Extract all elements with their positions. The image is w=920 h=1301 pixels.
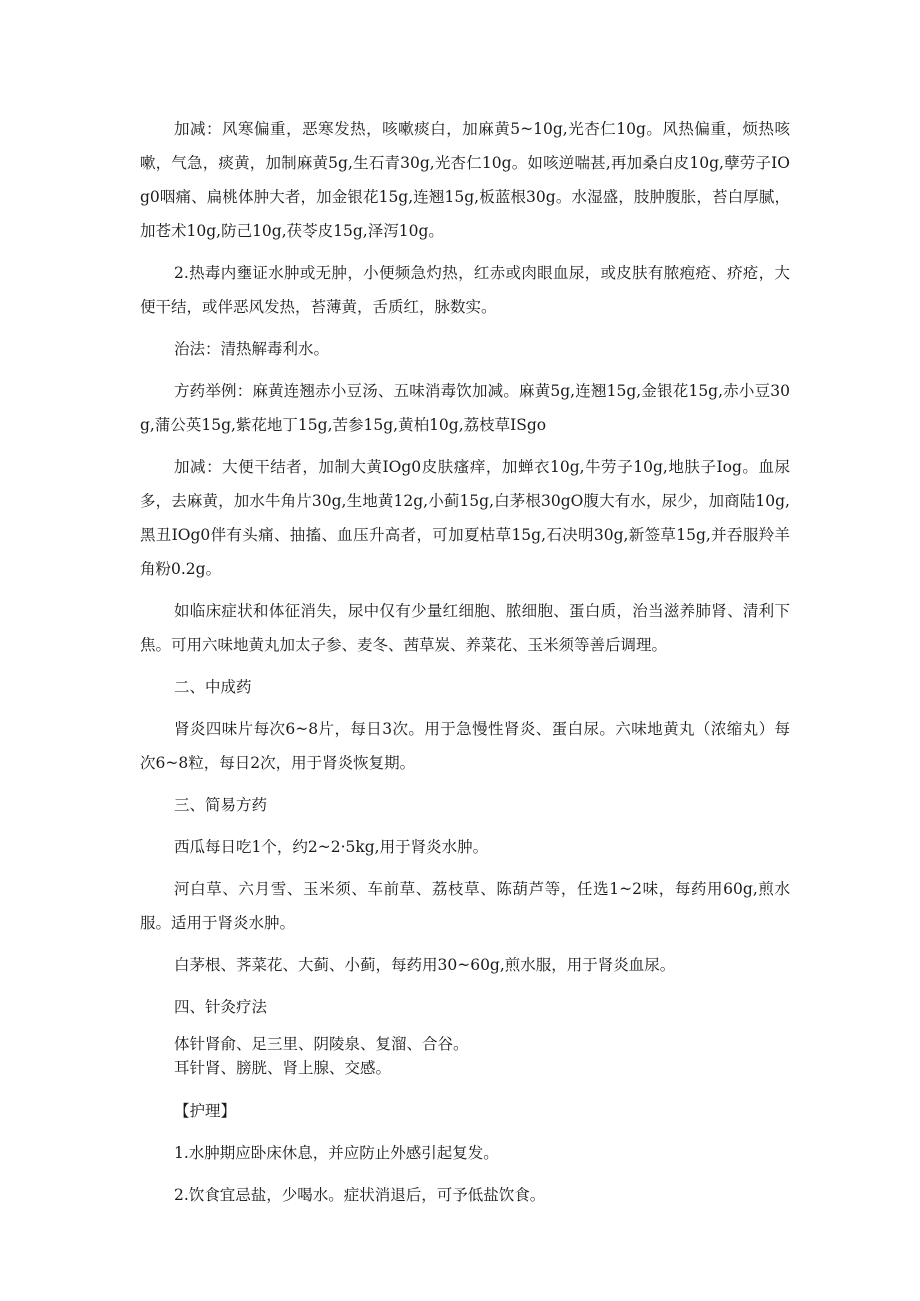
paragraph-herbs-edema: 河白草、六月雪、玉米须、车前草、荔枝草、陈葫芦等，任选1~2味，每药用60g,煎水服。适用于肾炎水肿。 bbox=[140, 880, 790, 932]
paragraph-prescription-example: 方药举例：麻黄连翘赤小豆汤、五味消毒饮加减。麻黄5g,连翘15g,金银花15g,赤小豆30g,蒲公英15g,紫花地丁15g,苦参15g,黄柏10g,荔枝草ISgo bbox=[140, 382, 790, 434]
paragraph-nursing-rest: 1.水肿期应卧床休息，并应防止外感引起复发。 bbox=[174, 1144, 499, 1162]
section-heading-nursing: 【护理】 bbox=[174, 1102, 237, 1120]
paragraph-heat-toxin-syndrome: 2.热毒内壅证水肿或无肿，小便频急灼热，红赤或肉眼血尿，或皮肤有脓疱疮、疥疮，大便干结，或伴恶风发热，苔薄黄，舌质红，脉数实。 bbox=[140, 264, 790, 316]
paragraph-herbs-hematuria: 白茅根、荠菜花、大蓟、小蓟，每药用30~60g,煎水服，用于肾炎血尿。 bbox=[174, 956, 676, 974]
paragraph-modifications-wind: 加减：风寒偏重，恶寒发热，咳嗽痰白，加麻黄5~10g,光杏仁10g。风热偏重，烦热咳嗽，气急，痰黄，加制麻黄5g,生石青30g,光杏仁10g。如咳逆喘甚,再加桑白皮10g,孽劳子IOg0咽痛、扁桃体肿大者，加金银花15g,连翘15g,板蓝根30g。水湿盛，肢肿腹胀，苔白厚腻，加苍术10g,防己10g,茯苓皮15g,泽泻10g。 bbox=[140, 120, 790, 240]
section-heading-simple-remedies: 三、简易方药 bbox=[174, 796, 268, 814]
paragraph-patent-medicine: 肾炎四味片每次6~8片，每日3次。用于急慢性肾炎、蛋白尿。六味地黄丸（浓缩丸）每次6~8粒，每日2次，用于肾炎恢复期。 bbox=[140, 720, 790, 772]
paragraph-body-acupuncture: 体针肾俞、足三里、阴陵泉、复溜、合谷。 bbox=[174, 1035, 469, 1053]
paragraph-treatment-method: 治法：清热解毒利水。 bbox=[174, 340, 330, 358]
paragraph-ear-acupuncture: 耳针肾、膀胱、肾上腺、交感。 bbox=[174, 1059, 392, 1077]
paragraph-watermelon: 西瓜每日吃1个，约2~2·5kg,用于肾炎水肿。 bbox=[174, 838, 489, 856]
paragraph-recovery-care: 如临床症状和体征消失，尿中仅有少量红细胞、脓细胞、蛋白质，治当滋养肺肾、清利下焦。可用六味地黄丸加太子参、麦冬、茜草炭、养菜花、玉米须等善后调理。 bbox=[140, 602, 790, 654]
section-heading-patent-medicine: 二、中成药 bbox=[174, 678, 252, 696]
section-heading-acupuncture: 四、针灸疗法 bbox=[174, 998, 268, 1016]
paragraph-modifications-heat: 加减：大便干结者，加制大黄IOg0皮肤瘙痒，加蝉衣10g,牛劳子10g,地肤子Iog。血尿多，去麻黄，加水牛角片30g,生地黄12g,小蓟15g,白茅根30gO腹大有水，尿少，加商陆10g,黑丑IOg0伴有头痛、抽搐、血压升高者，可加夏枯草15g,石决明30g,新签草15g,并吞服羚羊角粉0.2g。 bbox=[140, 458, 790, 578]
paragraph-nursing-diet: 2.饮食宜忌盐，少喝水。症状消退后，可予低盐饮食。 bbox=[174, 1186, 546, 1204]
document-body bbox=[140, 112, 790, 1220]
